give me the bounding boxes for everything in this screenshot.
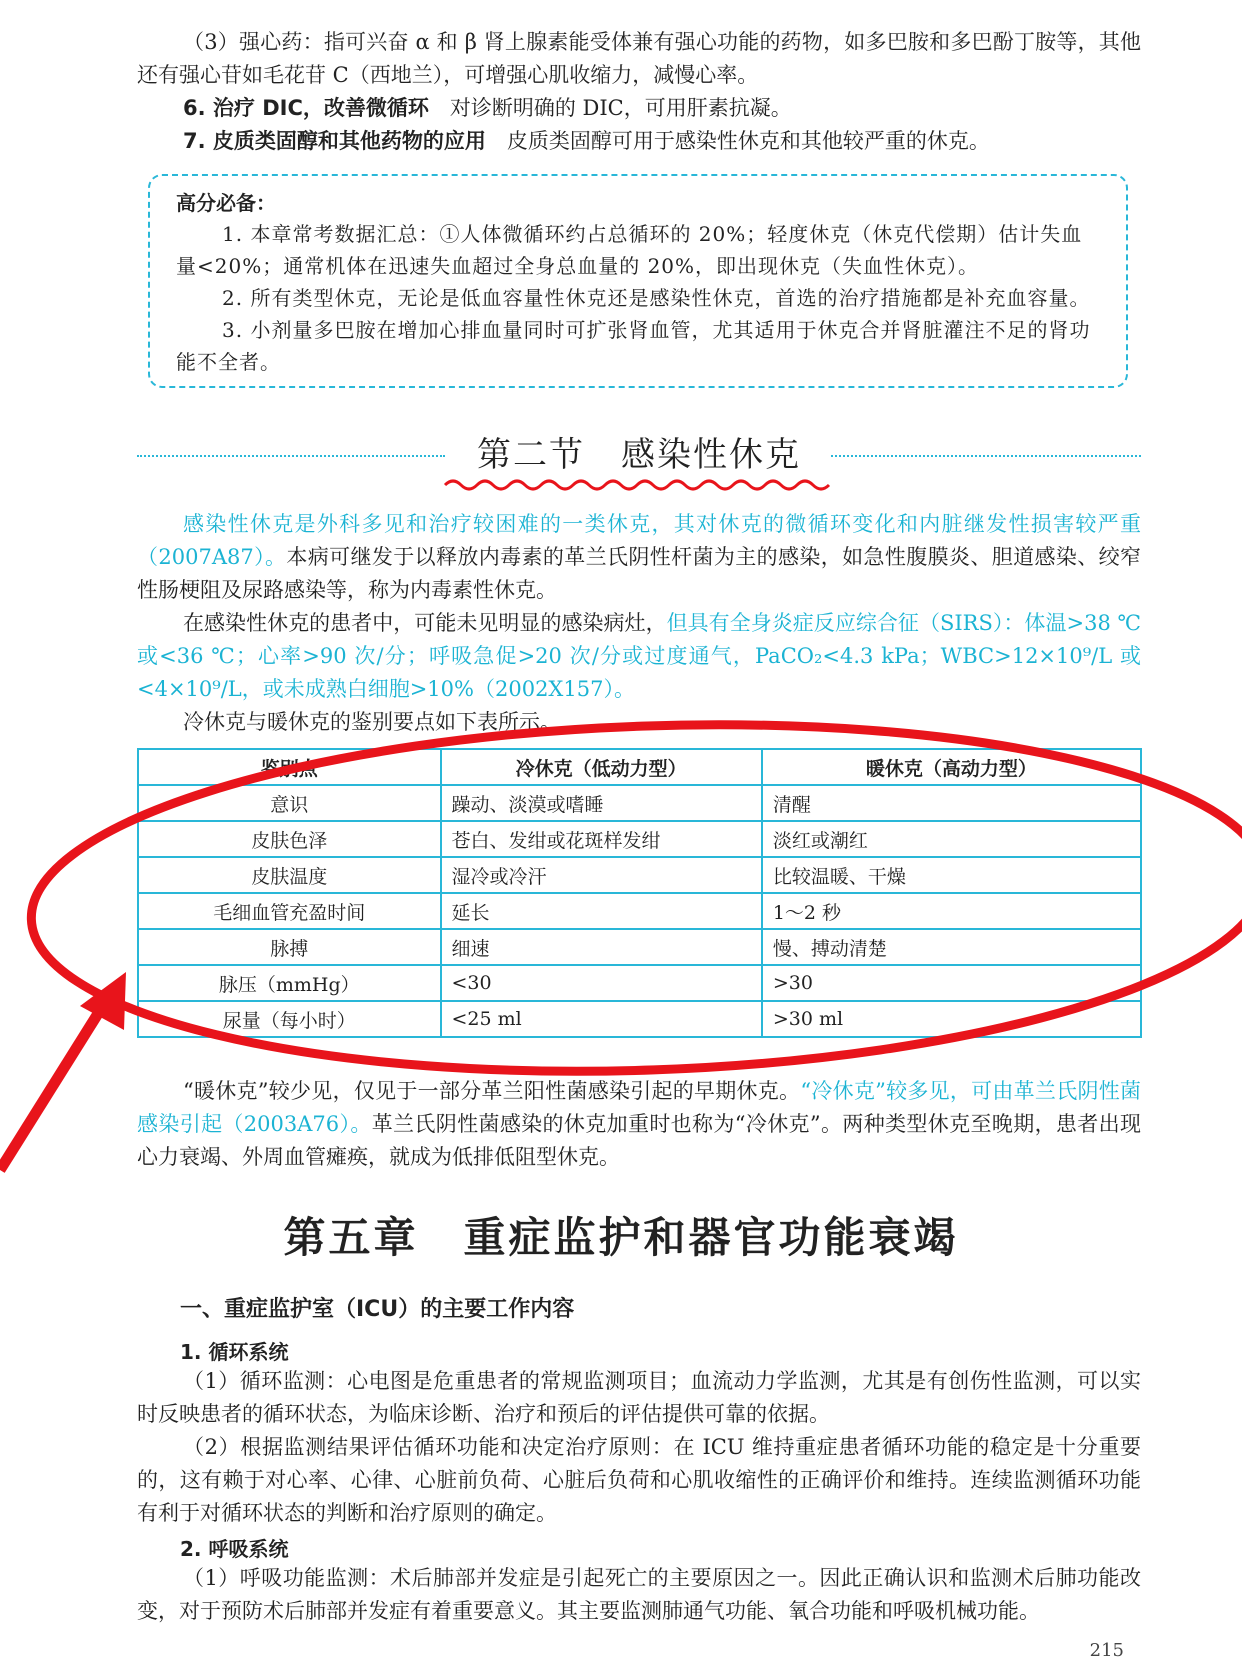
table-row — [138, 1001, 1141, 1037]
text-steroid: 皮质类固醇可用于感染性休克和其他较严重的休克。 — [485, 129, 990, 153]
table-header: 暖休克（高动力型） — [762, 749, 1141, 785]
warm-cold-text-2: 革兰氏阴性菌感染的休克加重时也称为“冷休克”。两种类型休克至晚期，患者出现心力衰竭、外周血管瘫痪，就成为低排低阻型休克。 — [137, 1112, 1141, 1169]
table-cell: 细速 — [441, 929, 762, 965]
section-title: 第二节 感染性休克 — [477, 435, 801, 475]
heading-steroid: 7. 皮质类固醇和其他药物的应用 — [183, 129, 486, 153]
key-points-box — [148, 174, 1128, 388]
table-cell: 脉压（mmHg） — [138, 965, 441, 1001]
heading-dic: 6. 治疗 DIC，改善微循环 — [183, 96, 429, 120]
table-cell: 清醒 — [762, 785, 1141, 821]
table-cell: 毛细血管充盈时间 — [138, 893, 441, 929]
circulation-heading: 1. 循环系统 — [180, 1340, 289, 1364]
text-dic: 对诊断明确的 DIC，可用肝素抗凝。 — [428, 96, 792, 120]
sirs-highlight: 但具有全身炎症反应综合征（SIRS）：体温>38 ℃或<36 ℃；心率>90 次/分；呼吸急促>20 次/分或过度通气，PaCO₂<4.3 kPa；WBC>12×10⁹/L 或<4×10⁹/L，或未成熟白细胞>10%（2002X157）。 — [137, 611, 1141, 701]
table-header: 鉴别点 — [138, 749, 441, 785]
paragraph-warm-cold — [137, 1075, 1141, 1174]
septic-intro-highlight: 感染性休克是外科多见和治疗较困难的一类休克，其对休克的微循环变化和内脏继发性损害较严重（2007A87）。 — [137, 512, 1141, 569]
table-cell: 苍白、发绀或花斑样发绀 — [441, 821, 762, 857]
table-header-row — [138, 749, 1141, 785]
red-arrow-head — [80, 972, 126, 1030]
paragraph-steroid — [137, 125, 1141, 158]
shock-comparison-table — [137, 748, 1142, 1038]
key-point-2: 2. 所有类型休克，无论是低血容量性休克还是感染性休克，首选的治疗措施都是补充血容量。 — [222, 286, 1091, 310]
table-cell: 1～2 秒 — [762, 893, 1141, 929]
paragraph-respiration-monitoring: （1）呼吸功能监测：术后肺部并发症是引起死亡的主要原因之一。因此正确认识和监测术后肺功能改变，对于预防术后肺部并发症有着重要意义。其主要监测肺通气功能、氧合功能和呼吸机械功能。 — [137, 1566, 1141, 1623]
table-cell: >30 ml — [762, 1001, 1141, 1037]
paragraph-dic — [137, 92, 1141, 125]
table-row — [138, 785, 1141, 821]
table-cell: 皮肤色泽 — [138, 821, 441, 857]
table-cell: 皮肤温度 — [138, 857, 441, 893]
table-cell: 延长 — [441, 893, 762, 929]
table-cell: 躁动、淡漠或嗜睡 — [441, 785, 762, 821]
paragraph-sirs — [137, 607, 1141, 706]
key-point-1: 1. 本章常考数据汇总：①人体微循环约占总循环的 20%；轻度休克（休克代偿期）估计失血量<20%；通常机体在迅速失血超过全身总血量的 20%，即出现休克（失血性休克）。 — [176, 222, 1083, 278]
paragraph-circulation-evaluation: （2）根据监测结果评估循环功能和决定治疗原则：在 ICU 维持重症患者循环功能的稳定是十分重要的，这有赖于对心率、心律、心脏前负荷、心脏后负荷和心肌收缩性的正确评价和维持。连续监测循环功能有利于对循环状态的判断和治疗原则的确定。 — [137, 1435, 1141, 1525]
sirs-text: 在感染性休克的患者中，可能未见明显的感染病灶， — [183, 611, 667, 635]
septic-intro-text: 本病可继发于以释放内毒素的革兰氏阴性杆菌为主的感染，如急性腹膜炎、胆道感染、绞窄性肠梗阻及尿路感染等，称为内毒素性休克。 — [137, 545, 1141, 602]
paragraph-circulation-monitoring: （1）循环监测：心电图是危重患者的常规监测项目；血流动力学监测，尤其是有创伤性监测，可以实时反映患者的循环状态，为临床诊断、治疗和预后的评估提供可靠的依据。 — [137, 1369, 1141, 1426]
table-row — [138, 965, 1141, 1001]
section-heading — [137, 425, 1141, 495]
table-row — [138, 821, 1141, 857]
paragraph-table-intro: 冷休克与暖休克的鉴别要点如下表所示。 — [183, 710, 561, 734]
table-cell: 脉搏 — [138, 929, 441, 965]
icu-heading: 一、重症监护室（ICU）的主要工作内容 — [180, 1297, 575, 1322]
table-cell: 比较温暖、干燥 — [762, 857, 1141, 893]
table-cell: 淡红或潮红 — [762, 821, 1141, 857]
table-header: 冷休克（低动力型） — [441, 749, 762, 785]
key-point-3: 3. 小剂量多巴胺在增加心排血量同时可扩张肾血管，尤其适用于休克合并肾脏灌注不足的肾功能不全者。 — [176, 318, 1091, 374]
chapter-title: 第五章 重症监护和器官功能衰竭 — [283, 1213, 959, 1262]
paragraph-cardiotonic: （3）强心药：指可兴奋 α 和 β 肾上腺素能受体兼有强心功能的药物，如多巴胺和多巴酚丁胺等，其他还有强心苷如毛花苷 C（西地兰），可增强心肌收缩力，减慢心率。 — [137, 30, 1141, 87]
table-row — [138, 929, 1141, 965]
table-cell: 尿量（每小时） — [138, 1001, 441, 1037]
key-points-title: 高分必备： — [176, 191, 276, 215]
table-cell: 湿冷或冷汗 — [441, 857, 762, 893]
wavy-underline — [137, 425, 1141, 495]
paragraph-septic-intro — [137, 508, 1141, 607]
table-cell: <30 — [441, 965, 762, 1001]
red-arrow-shaft — [0, 1004, 104, 1170]
table-cell: 慢、搏动清楚 — [762, 929, 1141, 965]
respiration-heading: 2. 呼吸系统 — [180, 1537, 289, 1561]
page-number: 215 — [1089, 1640, 1124, 1661]
warm-cold-text-1: “暖休克”较少见，仅见于一部分革兰阳性菌感染引起的早期休克。 — [183, 1079, 801, 1103]
table-cell: <25 ml — [441, 1001, 762, 1037]
table-cell: 意识 — [138, 785, 441, 821]
warm-cold-highlight: “冷休克”较多见，可由革兰氏阴性菌感染引起（2003A76）。 — [137, 1079, 1141, 1136]
table-row — [138, 857, 1141, 893]
table-row — [138, 893, 1141, 929]
table-cell: >30 — [762, 965, 1141, 1001]
